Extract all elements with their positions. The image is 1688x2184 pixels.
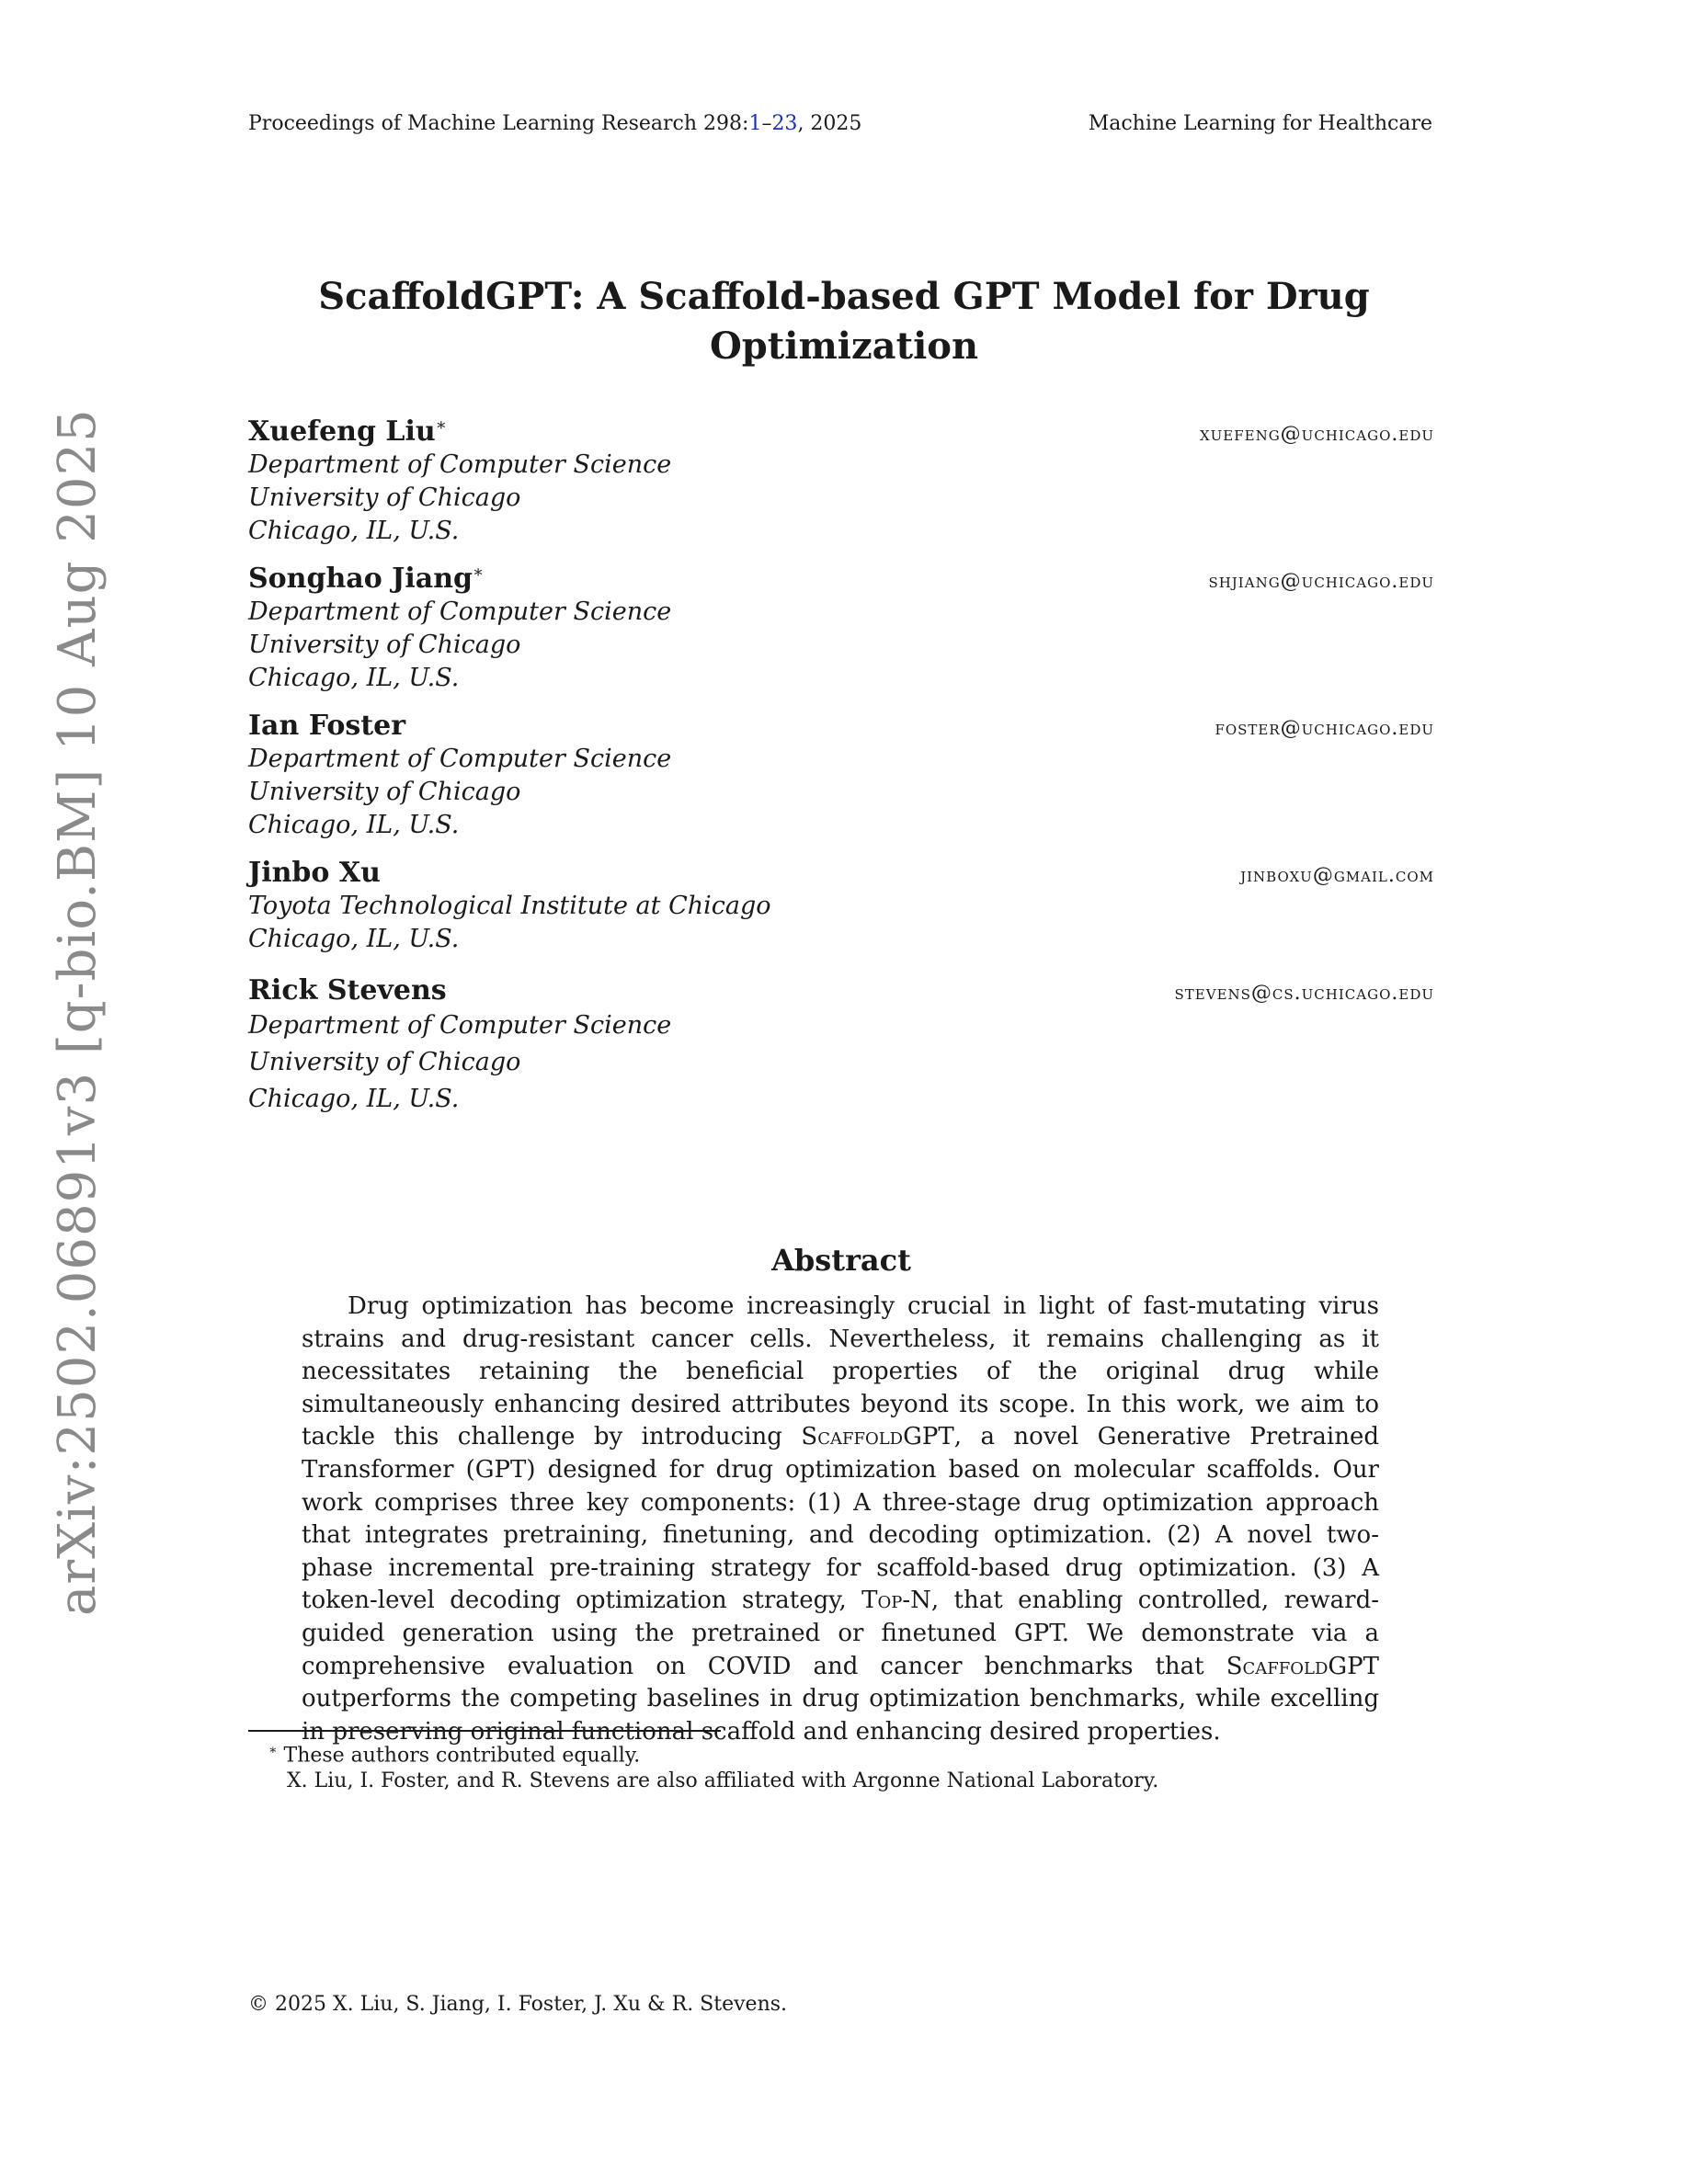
author-name: Ian Foster (248, 710, 406, 742)
author-block-xu (248, 857, 1434, 956)
abstract-body (302, 1291, 1379, 1748)
paper-title-line-1: ScaffoldGPT: A Scaffold-based GPT Model for Drug (318, 275, 1370, 318)
abstract-heading: Abstract (771, 1243, 911, 1278)
author-affiliation-line: University of Chicago (248, 631, 521, 659)
author-affiliation-line: Toyota Technological Institute at Chicago (248, 892, 771, 920)
author-affiliation-line: Chicago, IL, U.S. (248, 811, 460, 839)
author-email[interactable]: jinboxu@gmail.com (1240, 864, 1434, 887)
author-name: Xuefeng Liu∗ (248, 415, 447, 448)
author-email[interactable]: shjiang@uchicago.edu (1208, 570, 1434, 593)
arxiv-side-stamp: arXiv:2502.06891v3 [q-bio.BM] 10 Aug 2025 (48, 408, 108, 1616)
author-name: Rick Stevens (248, 974, 447, 1007)
footnote-mark: ∗ (268, 1743, 278, 1757)
author-name: Songhao Jiang∗ (248, 563, 485, 595)
author-email[interactable]: foster@uchicago.edu (1215, 717, 1434, 740)
copyright-notice (248, 1993, 787, 2016)
abstract-text: , a novel Generative Pretrained Transformer (GPT) designed for drug optimization based on molecular scaffolds. Our work comprises three key components: (1) A three-stage drug optimization approach that integrates pretraining, finetuning, and decoding optimization. (2) A novel two-phase incremental pre-training strategy for scaffold-based drug optimization. (3) A token-level decoding optimization strategy, (302, 1423, 1379, 1615)
last-page-link[interactable]: 23 (771, 112, 798, 135)
footnote-affiliation: X. Liu, I. Foster, and R. Stevens are also affiliated with Argonne National Laboratory. (287, 1769, 1159, 1792)
first-page-link[interactable]: 1 (748, 112, 762, 135)
author-affiliation-line: Department of Computer Science (248, 597, 672, 626)
abstract-text: outperforms the competing baselines in drug optimization benchmarks, while excelling in preserving original functional scaffold and enhancing desired properties. (302, 1685, 1379, 1746)
scaffoldgpt-name: ScaffoldGPT (801, 1423, 954, 1451)
footnote-text: These authors contributed equally. (283, 1744, 641, 1768)
paper-title (248, 272, 1440, 371)
equal-contribution-mark: ∗ (435, 415, 447, 435)
proceedings-year: , 2025 (797, 112, 862, 135)
author-affiliation-line: Chicago, IL, U.S. (248, 517, 460, 545)
copyright-symbol: © (248, 1993, 268, 2016)
author-affiliation-line: University of Chicago (248, 483, 521, 512)
scaffoldgpt-name: ScaffoldGPT (1226, 1652, 1379, 1680)
running-head-proceedings (248, 112, 861, 135)
author-email[interactable]: stevens@cs.uchicago.edu (1174, 982, 1434, 1005)
author-affiliation-line: Department of Computer Science (248, 450, 672, 479)
running-head-venue: Machine Learning for Healthcare (1088, 112, 1432, 135)
author-affiliation-line: Department of Computer Science (248, 745, 672, 773)
author-affiliation-line: University of Chicago (248, 1048, 521, 1076)
author-affiliation-line: Chicago, IL, U.S. (248, 925, 460, 953)
equal-contribution-mark: ∗ (472, 563, 485, 582)
author-block-stevens (248, 974, 1434, 1118)
page-range-dash: – (761, 112, 772, 135)
author-block-foster (248, 710, 1434, 842)
author-name: Jinbo Xu (248, 857, 381, 889)
author-affiliation-line: Department of Computer Science (248, 1011, 672, 1040)
copyright-text: 2025 X. Liu, S. Jiang, I. Foster, J. Xu & R. Stevens. (275, 1993, 788, 2016)
proceedings-text: Proceedings of Machine Learning Research 298: (248, 112, 749, 135)
top-n-name: Top-N (861, 1587, 931, 1615)
author-affiliation-line: Chicago, IL, U.S. (248, 1085, 460, 1113)
author-affiliation-line: University of Chicago (248, 778, 521, 806)
abstract-text: , that enabling controlled, reward-guided generation using the pretrained or finetuned GPT. We demonstrate via a comprehensive evaluation on COVID and cancer benchmarks that (302, 1587, 1379, 1680)
author-block-liu (248, 415, 1434, 548)
footnote-rule (248, 1730, 721, 1732)
paper-title-line-2: Optimization (709, 324, 979, 368)
author-block-jiang (248, 563, 1434, 695)
author-email[interactable]: xuefeng@uchicago.edu (1199, 423, 1434, 446)
author-affiliation-line: Chicago, IL, U.S. (248, 664, 460, 692)
abstract-text: Drug optimization has become increasingly crucial in light of fast-mutating virus strains and drug-resistant cancer cells. Nevertheless, it remains challenging as it necessitates retaining the beneficial properties of the original drug while simultaneously enhancing desired attributes beyond its scope. In this work, we aim to tackle this challenge by introducing (302, 1292, 1379, 1451)
